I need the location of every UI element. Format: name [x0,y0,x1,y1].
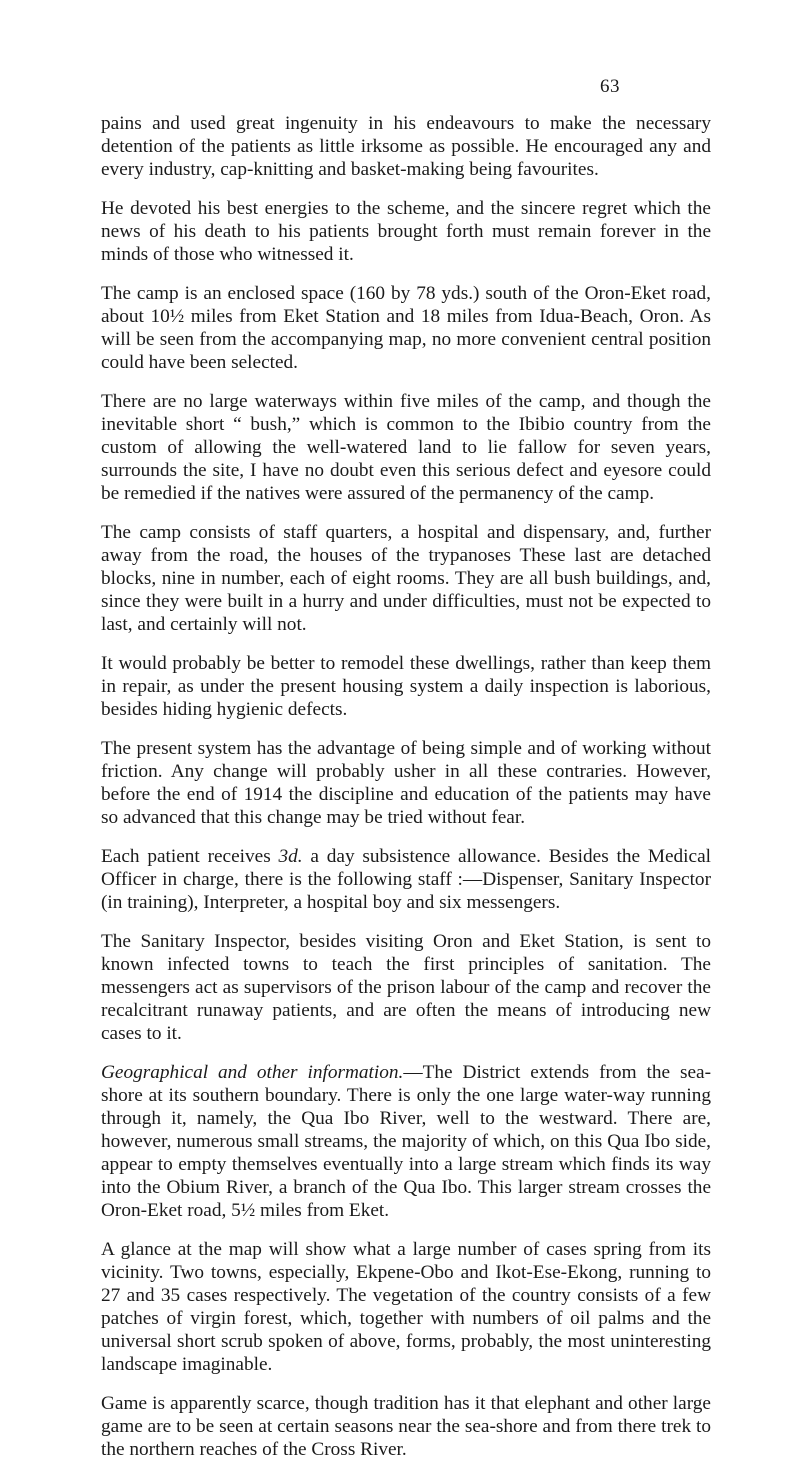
paragraph [101,930,711,1045]
paragraph [101,737,711,829]
text-run: pains and used great ingenuity in his endeavours to make the necessary detention of the patients as little irksome as possible. He encouraged any and every industry, cap-knitting and basket-making being favourites. [101,113,711,180]
paragraph [101,1238,711,1376]
text-run: Each patient receives [101,846,279,867]
text-run: Game is apparently scarce, though tradition has it that elephant and other large game are to be seen at certain seasons near the sea-shore and from there trek to the northern reaches of the Cross River. [101,1393,711,1460]
paragraph [101,1392,711,1461]
text-run: It would probably be better to remodel these dwellings, rather than keep them in repair, as under the present housing system a daily inspection is laborious, besides hiding hygienic defects. [101,653,711,720]
paragraph [101,845,711,914]
paragraph [101,521,711,636]
text-run: The present system has the advantage of being simple and of working without friction. Any change will probably usher in all these contraries. However, before the end of 1914 the discipline and education of the patients may have so advanced that this change may be tried without fear. [101,738,711,828]
text-run: The camp consists of staff quarters, a hospital and dispensary, and, further away from the road, the houses of the trypanoses These last are detached blocks, nine in number, each of eight rooms. They are all bush buildings, and, since they were built in a hurry and under difficulties, must not be expected to last, and certainly will not. [101,522,711,635]
text-run: The camp is an enclosed space (160 by 78 yds.) south of the Oron-Eket road, about 10½ miles from Eket Station and 18 miles from Idua-Beach, Oron. As will be seen from the accompanying map, no more convenient central position could have been selected. [101,283,711,373]
text-run: The Sanitary Inspector, besides visiting Oron and Eket Station, is sent to known infected towns to teach the first principles of sanitation. The messengers act as supervisors of the prison labour of the camp and recover the recalcitrant runaway patients, and are often the means of introducing new cases to it. [101,931,711,1044]
paragraph [101,112,711,181]
text-run: He devoted his best energies to the scheme, and the sincere regret which the news of his death to his patients brought forth must remain forever in the minds of those who witnessed it. [101,198,711,265]
paragraph [101,1061,711,1222]
paragraph [101,197,711,266]
paragraph [101,652,711,721]
italic-text-run: Geographical and other information. [101,1062,404,1083]
text-run: There are no large waterways within five miles of the camp, and though the inevitable short “ bush,” which is common to the Ibibio country from the custom of allowing the well-watered land to lie fallow for seven years, surrounds the site, I have no doubt even this serious defect and eyesore could be remedied if the natives were assured of the permanency of the camp. [101,391,711,504]
body-text [101,112,711,1477]
paragraph [101,390,711,505]
text-run: a day subsistence allowance. Besides the Medical Officer in charge, there is the following staff :—Dispenser, Sanitary Inspector (in training), Interpreter, a hospital boy and six messengers. [101,846,712,913]
paragraph [101,282,711,374]
text-run: A glance at the map will show what a large number of cases spring from its vicinity. Two towns, especially, Ekpene-Obo and Ikot-Ese-Ekong, running to 27 and 35 cases respectively. The vegetation of the country consists of a few patches of virgin forest, which, together with numbers of oil palms and the universal short scrub spoken of above, forms, probably, the most uninteresting landscape imaginable. [101,1239,711,1375]
text-run: —The District extends from the sea-shore at its southern boundary. There is only the one large water-way running through it, namely, the Qua Ibo River, well to the westward. There are, however, numerous small streams, the majority of which, on this Qua Ibo side, appear to empty themselves eventually into a large stream which finds its way into the Obium River, a branch of the Qua Ibo. This larger stream crosses the Oron-Eket road, 5½ miles from Eket. [101,1062,711,1221]
italic-text-run: 3d. [278,846,303,867]
page-number: 63 [600,76,620,97]
